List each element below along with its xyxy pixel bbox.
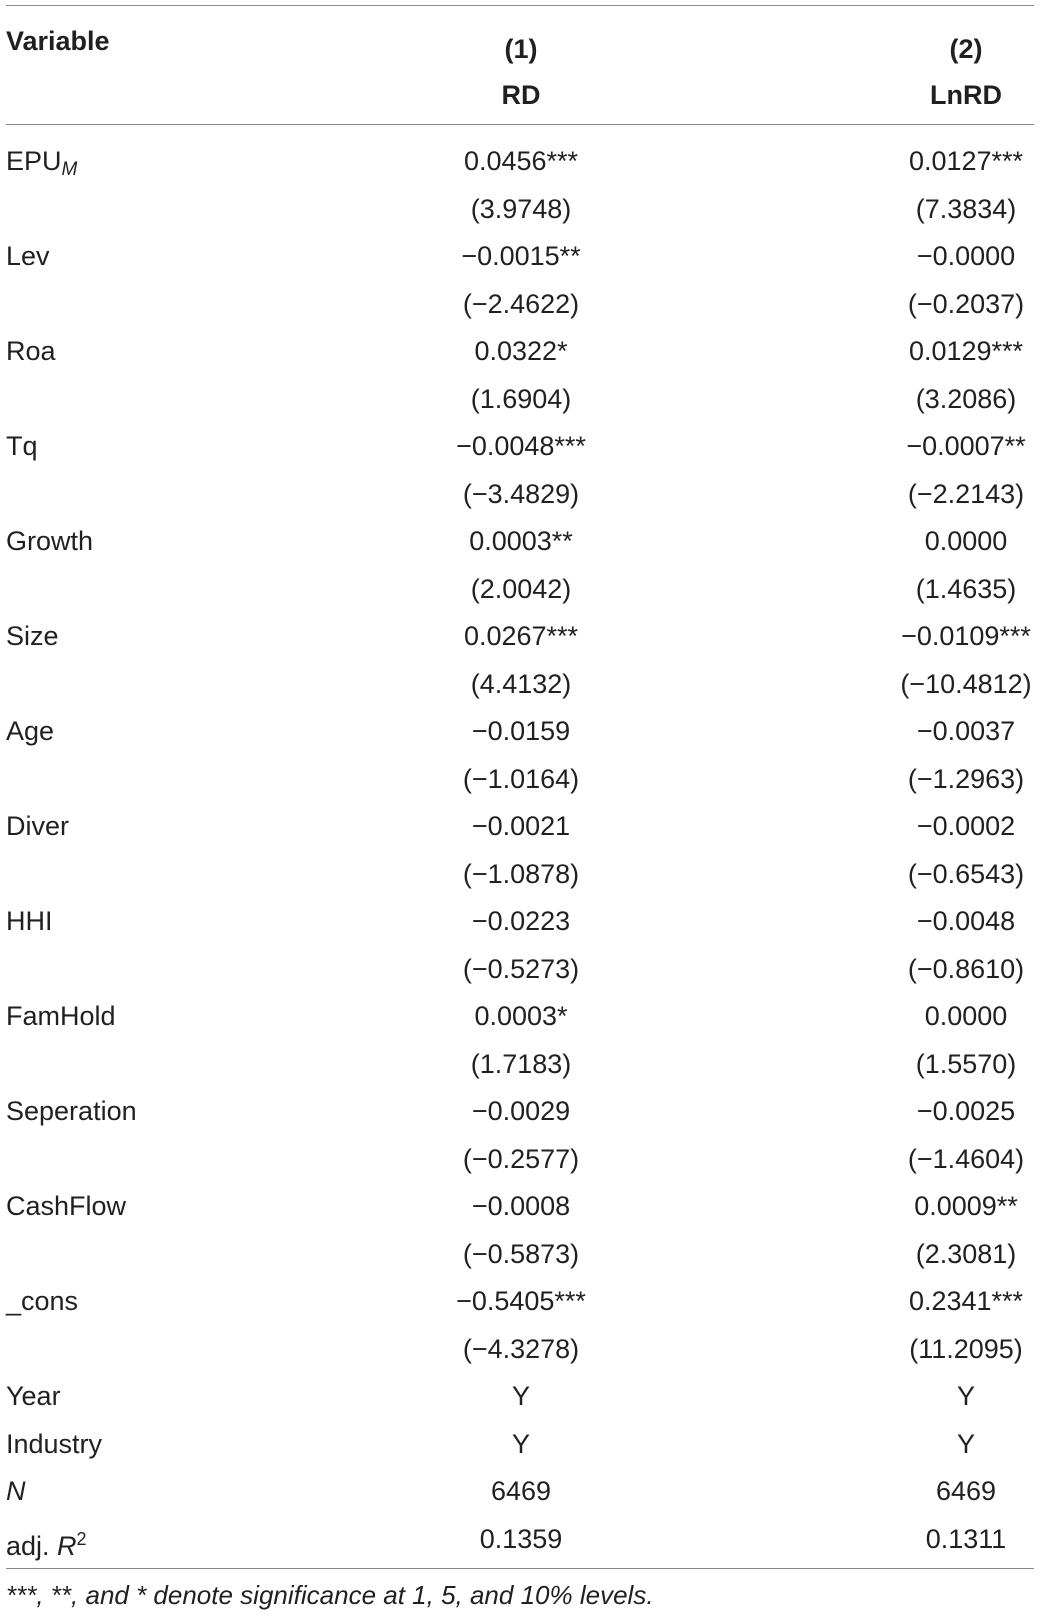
column-name-2: LnRD <box>930 80 1002 110</box>
table-row <box>6 471 1034 519</box>
cell-col1: −0.0021 <box>471 811 571 841</box>
cell-col1: (−0.2577) <box>462 1143 580 1174</box>
row-label: Lev <box>6 241 50 271</box>
cell-col1: −0.0029 <box>471 1096 571 1126</box>
cell-col1: −0.0008 <box>471 1191 571 1221</box>
table-row <box>6 661 1034 709</box>
cell-col1: (−3.4829) <box>462 478 580 509</box>
row-label: Age <box>6 716 55 746</box>
row-label: Roa <box>6 336 56 366</box>
cell-col2: 0.2341*** <box>908 1286 1024 1316</box>
cell-col1: 0.0003* <box>474 1001 568 1031</box>
cell-col1: (3.9748) <box>470 193 572 224</box>
column-number-2: (2) <box>949 34 983 64</box>
table-row <box>6 1183 1034 1231</box>
cell-col2: 0.0000 <box>924 526 1008 556</box>
table-header <box>6 20 1034 110</box>
table-row <box>6 993 1034 1041</box>
cell-col2: (7.3834) <box>915 193 1017 224</box>
cell-col1: (2.0042) <box>470 573 572 604</box>
row-label: Tq <box>6 431 38 461</box>
cell-col1: −0.0223 <box>471 906 571 936</box>
table-row <box>6 233 1034 281</box>
cell-col2: −0.0109*** <box>901 621 1031 651</box>
table-row <box>6 138 1034 186</box>
cell-col2: (−10.4812) <box>900 668 1032 699</box>
table-footnote: ***, **, and * denote significance at 1, 5, and 10% levels. <box>6 1580 654 1610</box>
row-label: HHI <box>6 906 53 936</box>
table-row <box>6 946 1034 994</box>
header-rule <box>6 124 1034 125</box>
table-row <box>6 1373 1034 1421</box>
cell-col2: −0.0002 <box>916 811 1016 841</box>
cell-col1: 0.1359 <box>479 1523 563 1554</box>
cell-col2: (−1.4604) <box>907 1143 1025 1174</box>
cell-col1: (−0.5873) <box>462 1238 580 1269</box>
column-number-1: (1) <box>504 34 538 64</box>
row-label: Size <box>6 621 59 651</box>
cell-col1: 0.0003** <box>469 526 573 556</box>
table-row <box>6 613 1034 661</box>
cell-col1: Y <box>511 1428 530 1459</box>
table-row <box>6 186 1034 234</box>
table-row <box>6 328 1034 376</box>
row-label: N <box>6 1476 26 1506</box>
table-row <box>6 851 1034 899</box>
cell-col1: (1.6904) <box>470 383 572 414</box>
cell-col2: 0.1311 <box>925 1523 1007 1554</box>
cell-col2: −0.0048 <box>916 906 1016 936</box>
cell-col2: Y <box>956 1428 975 1459</box>
cell-col1: 0.0456*** <box>463 146 579 176</box>
cell-col2: Y <box>956 1381 975 1411</box>
cell-col2: (−1.2963) <box>907 763 1025 794</box>
table-row <box>6 518 1034 566</box>
cell-col1: (−4.3278) <box>462 1333 580 1364</box>
cell-col2: (−0.6543) <box>907 858 1025 889</box>
table-row <box>6 1516 1034 1564</box>
cell-col2: (−2.2143) <box>907 478 1025 509</box>
cell-col2: −0.0007** <box>906 431 1026 461</box>
cell-col1: 0.0322* <box>474 336 568 366</box>
cell-col1: Y <box>511 1381 530 1411</box>
column-header-2 <box>846 26 1040 118</box>
cell-col1: (4.4132) <box>470 668 572 699</box>
cell-col2: 0.0009** <box>914 1191 1018 1221</box>
table-row <box>6 1278 1034 1326</box>
table-row <box>6 1468 1034 1516</box>
table-row <box>6 1136 1034 1184</box>
cell-col2: 0.0127*** <box>908 146 1024 176</box>
cell-col2: 0.0000 <box>924 1001 1008 1031</box>
cell-col2: (−0.8610) <box>907 953 1025 984</box>
cell-col2: (3.2086) <box>915 383 1017 414</box>
row-label: CashFlow <box>6 1191 127 1221</box>
table-row <box>6 803 1034 851</box>
row-label: _cons <box>6 1286 79 1316</box>
cell-col1: −0.5405*** <box>456 1286 586 1316</box>
table-row <box>6 1231 1034 1279</box>
table-row <box>6 566 1034 614</box>
variable-header: Variable <box>6 26 110 56</box>
table-row <box>6 756 1034 804</box>
table-row <box>6 376 1034 424</box>
row-label: Diver <box>6 811 70 841</box>
table-row <box>6 1041 1034 1089</box>
cell-col1: 6469 <box>490 1476 552 1506</box>
table-row <box>6 708 1034 756</box>
cell-col2: 6469 <box>935 1476 997 1506</box>
table-row <box>6 1326 1034 1374</box>
table-row <box>6 1421 1034 1469</box>
cell-col2: (1.4635) <box>915 573 1017 604</box>
table-row <box>6 423 1034 471</box>
cell-col2: (11.2095) <box>909 1333 1023 1364</box>
cell-col1: (−2.4622) <box>462 288 580 319</box>
top-rule <box>6 5 1034 6</box>
cell-col1: −0.0048*** <box>456 431 586 461</box>
cell-col2: (2.3081) <box>915 1238 1017 1269</box>
cell-col2: (1.5570) <box>915 1048 1017 1079</box>
cell-col1: −0.0015** <box>461 241 581 271</box>
cell-col2: −0.0025 <box>916 1096 1016 1126</box>
cell-col2: 0.0129*** <box>908 336 1024 366</box>
cell-col2: (−0.2037) <box>907 288 1025 319</box>
column-name-1: RD <box>501 80 541 110</box>
cell-col2: −0.0037 <box>916 716 1016 746</box>
table-row <box>6 898 1034 946</box>
column-header-1 <box>401 26 641 118</box>
cell-col2: −0.0000 <box>916 241 1016 271</box>
row-label: Industry <box>6 1428 103 1459</box>
cell-col1: (1.7183) <box>470 1048 572 1079</box>
cell-col1: (−0.5273) <box>462 953 580 984</box>
row-label: $EPU_M$ <box>6 146 78 180</box>
cell-col1: 0.0267*** <box>463 621 579 651</box>
cell-col1: (−1.0164) <box>462 763 580 794</box>
table-row <box>6 281 1034 329</box>
table-body <box>6 138 1034 1563</box>
row-label: Growth <box>6 526 94 556</box>
cell-col1: −0.0159 <box>471 716 571 746</box>
table-row <box>6 1088 1034 1136</box>
bottom-rule <box>6 1568 1034 1569</box>
row-label: Year <box>6 1381 61 1411</box>
row-label: FamHold <box>6 1001 116 1031</box>
row-label: Seperation <box>6 1096 137 1126</box>
cell-col1: (−1.0878) <box>462 858 580 889</box>
row-label: adj. $R^2$ <box>6 1528 87 1561</box>
